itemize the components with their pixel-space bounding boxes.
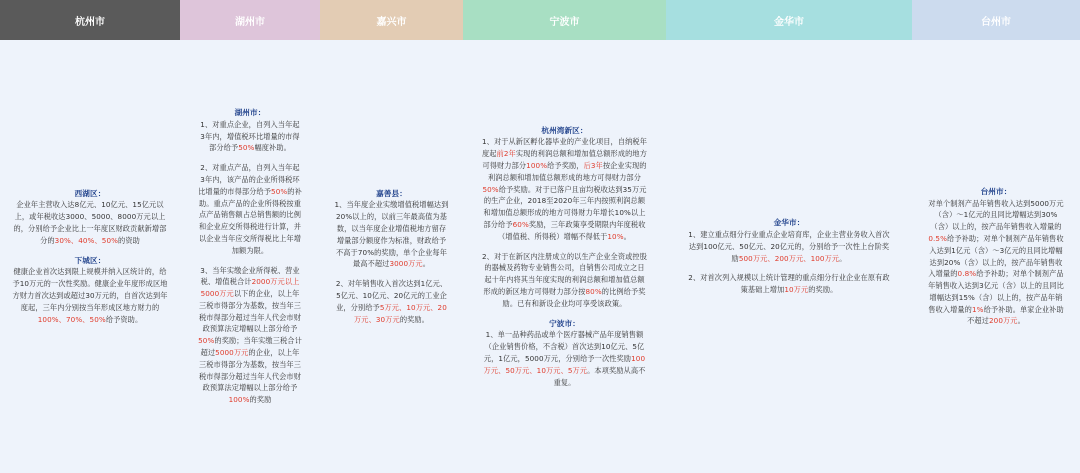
policy-block [334, 278, 449, 325]
body-text: 的奖励；当年实缴三税合计超过 [200, 336, 302, 358]
header-ningbo: 宁波市 [463, 0, 666, 40]
highlight-text: 前2年 [496, 149, 516, 159]
highlight-text: 5万元、10万元、20万元、30万元 [354, 302, 447, 324]
block-spacer [686, 264, 892, 272]
city-label: 金华市： [773, 218, 805, 228]
content-ningbo [463, 40, 666, 473]
highlight-text: 30%、40%、50% [54, 235, 119, 245]
highlight-text: 50% [482, 184, 499, 194]
body-text: 企业年主营收入达8亿元、10亿元、15亿元以上，或年税收达3000、5000、8000万元以上的，分别给予企业比上一年度区财政贡献新增部分的 [13, 200, 167, 245]
highlight-text: 60% [512, 220, 529, 229]
block-spacer [12, 247, 168, 255]
highlight-text: 10万元 [784, 285, 809, 295]
block-spacer [334, 270, 449, 278]
highlight-text: 80% [585, 286, 602, 296]
column-hangzhou [0, 0, 180, 473]
body-text: 以下的企业，以上年三税市得部分为基数，按当年三税市得部分超过当年人代会市财政预算法定增幅以上部分给予 [198, 289, 302, 334]
body-text: 实现的利润总额和增加值总额形成的地方可得财力部分 [482, 149, 647, 171]
column-ningbo [463, 0, 666, 473]
content-taizhou [912, 40, 1080, 473]
policy-text [928, 198, 1064, 328]
policy-block [481, 125, 648, 243]
content-huzhou [180, 40, 320, 473]
policy-block [481, 251, 648, 310]
body-text: 给予补助；对单个制剂产品年销售收入达到3亿元（含）以上的且同比增幅达到15%（含）以上的，按产品年销售收入增量的 [928, 269, 1064, 314]
policy-text [198, 119, 302, 154]
highlight-text: 50% [238, 143, 255, 153]
body-text: 2、对首次列入规模以上统计管理的重点细分行业企业在原有政策基础上增加 [688, 273, 890, 295]
highlight-text: 100万元、50万元、10万元、5万元 [483, 353, 646, 375]
body-text: 对单个制剂产品年销售收入达到5000万元（含）～1亿元的且同比增幅达到30%（含）以上的，按产品年销售收入增量的 [928, 198, 1064, 232]
header-huzhou: 湖州市 [180, 0, 320, 40]
body-text: 2、对年销售收入首次达到1亿元、5亿元、10亿元、20亿元的工业企业，分别给予 [335, 279, 448, 312]
highlight-text: 2000万元以上5000万元 [200, 277, 300, 299]
body-text: 。 [839, 253, 847, 263]
header-hangzhou: 杭州市 [0, 0, 180, 40]
body-text: 奖励，三年政策享受期限内年度税收（增值税、所得税）增幅不得低于 [498, 220, 646, 241]
body-text: 健康企业首次达到限上规模并纳入区统计的，给予10万元的一次性奖励。健康企业年度形成区地方财力首次达到或超过30万元的，自首次达到年度起，三年内分别按当年形成区地方财力的 [12, 267, 168, 312]
body-text: 。 [1017, 316, 1025, 326]
body-text: 2、对于在新区内注册成立的以生产企业全资或控股的器械及药物专业销售公司，自销售公司成立之日起十年内将其当年度实现的利润总额和增加值总额形成的新区地方可得财力部分按 [481, 251, 647, 296]
city-label: 宁波市： [549, 318, 580, 328]
block-spacer [481, 310, 648, 318]
policy-block [334, 188, 449, 271]
header-jinhua: 金华市 [666, 0, 912, 40]
block-spacer [198, 257, 302, 265]
policy-text [334, 199, 449, 270]
column-jinhua [666, 0, 912, 473]
block-spacer [481, 243, 648, 251]
city-label: 杭州湾新区： [541, 125, 588, 135]
policy-block [928, 186, 1064, 328]
city-label: 台州市： [980, 186, 1012, 196]
body-text: 。 [422, 259, 431, 269]
policy-block [198, 107, 302, 154]
policy-block [198, 162, 302, 256]
policy-text [198, 265, 302, 407]
highlight-text: 0.8% [957, 269, 977, 279]
header-taizhou: 台州市 [912, 0, 1080, 40]
column-jiaxing [320, 0, 463, 473]
policy-block [12, 255, 168, 326]
body-text: 的奖励 [249, 395, 272, 405]
policy-text [481, 136, 648, 242]
city-label: 湖州市： [234, 107, 266, 117]
body-text: 的企业，以上年三税市得部分为基数，按当年三税市得部分超过当年人代会市财政预算法定增幅以上部分给予 [198, 348, 302, 393]
policy-block [481, 318, 648, 389]
highlight-text: 100%、70%、50% [37, 314, 106, 324]
policy-text [12, 266, 168, 325]
highlight-text: 100% [228, 395, 250, 405]
content-jinhua [666, 40, 912, 473]
body-text: 的奖励。 [808, 285, 838, 295]
body-text: 给予奖励， [547, 161, 584, 171]
body-text: 2、对重点产品，自列入当年起3年内，该产品的企业所得税环比增量的市得部分给予 [198, 163, 300, 196]
highlight-text: 500万元、200万元、100万元 [738, 253, 840, 263]
content-hangzhou [0, 40, 180, 473]
policy-text [686, 272, 892, 296]
body-text: 。本项奖励从高不重复。 [553, 365, 646, 387]
highlight-text: 0.5% [928, 233, 948, 243]
body-text: 的比例给予奖励。已有和新设企业均可享受该政策。 [502, 286, 646, 308]
city-label: 嘉善县： [376, 188, 407, 198]
policy-text [334, 278, 449, 325]
policy-block [198, 265, 302, 407]
policy-block [12, 188, 168, 247]
city-label: 西湖区： [74, 188, 106, 198]
body-text: 。 [623, 231, 631, 241]
block-spacer [198, 154, 302, 162]
policy-text [12, 199, 168, 246]
city-label: 下城区： [74, 255, 106, 265]
highlight-text: 100% [526, 161, 548, 171]
highlight-text: 1% [971, 304, 984, 314]
highlight-text: 3000万元 [389, 259, 423, 269]
policy-text [481, 329, 648, 388]
body-text: 给予补助；对单个制剂产品年销售收入达到1亿元（含）～3亿元的且同比增幅达到20%（含）以上的，按产品年销售收入增量的 [928, 233, 1064, 279]
body-text: 1、对重点企业，自列入当年起3年内，增值税环比增量的市得部分给予 [200, 119, 300, 153]
highlight-text: 50% [271, 186, 288, 196]
highlight-text: 200万元 [988, 316, 1018, 326]
body-text: 幅度补助。 [254, 143, 291, 153]
body-text: 的资助 [118, 235, 140, 245]
highlight-text: 10% [607, 231, 624, 241]
policy-block [686, 272, 892, 296]
body-text: 给予资助。 [105, 314, 143, 324]
highlight-text: 50% [198, 336, 215, 346]
policy-block [686, 217, 892, 264]
body-text: 1、建立重点细分行业重点企业培育库，企业主营业务收入首次达到100亿元、50亿元、20亿元的，分别给予一次性上台阶奖励 [688, 229, 890, 263]
body-text: 的奖励。 [399, 314, 429, 324]
body-text: 1、单一品种药品或单个医疗器械产品年度销售额（企业销售价格，不含税）首次达到10亿元、5亿元，1亿元，5000万元，分别给予一次性奖励 [483, 330, 645, 363]
body-text: 3、当年实缴企业所得税、营业税、增值税合计 [200, 265, 300, 287]
body-text: 给予奖励。对于已落户且亩均税收达到35万元的生产企业，2018至2020年三年内按照利润总额和增加值总额形成的地方可得财力年增长10%以上部分给予 [483, 184, 647, 229]
body-text: 按企业实现的利润总额和增加值总额形成的地方可得财力部分 [487, 161, 647, 182]
body-text: 给予补助。单家企业补助不超过 [967, 304, 1064, 326]
highlight-text: 后3年 [583, 161, 603, 171]
header-jiaxing: 嘉兴市 [320, 0, 463, 40]
policy-text [686, 229, 892, 264]
body-text: 的补助。重点产品的企业所得税按重点产品销售额占总销售额的比例和企业应交所得税进行计算，并以企业当年应交所得税比上年增加额为限。 [198, 186, 302, 255]
highlight-text: 5000万元 [215, 348, 249, 358]
body-text: 1、当年度企业实缴增值税增幅达到20%以上的，以前三年最高值为基数，以当年度企业增值税地方留存增量部分额度作为标准，财政给予不高于70%的奖励，单个企业每年最高不超过 [334, 200, 449, 269]
body-text: 1、对于从新区孵化器毕业的产业化项目，自纳税年度起 [481, 137, 647, 159]
policy-text [481, 251, 648, 310]
policy-text [198, 162, 302, 256]
column-huzhou [180, 0, 320, 473]
column-taizhou [912, 0, 1080, 473]
content-jiaxing [320, 40, 463, 473]
